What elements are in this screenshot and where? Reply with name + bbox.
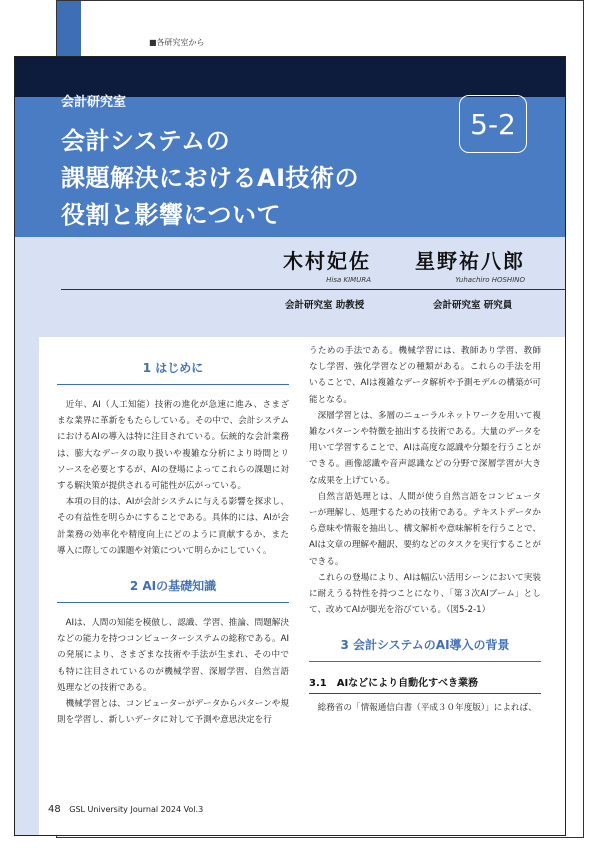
section-heading: 2 AIの基礎知識 — [57, 571, 289, 603]
paragraph: うための手法である。機械学習には、教師あり学習、教師なし学習、強化学習などの種類がある。これらの手法を用いることで、AIは複雑なデータ解析や予測モデルの構築が可能となる。 — [309, 346, 541, 405]
paragraph: 深層学習とは、多層のニューラルネットワークを用いて複雑なパターンや特徴を抽出する技術である。大量のデータを用いて学習することで、AIは高度な認識や分類を行うことができる。画像認識や音声認識などの分野で深層学習が大きな成果を上げている。 — [309, 410, 541, 486]
title-line: 会計システムの — [61, 127, 231, 155]
right-column — [309, 337, 541, 717]
section-heading: 3 会計システムのAI導入の背景 — [309, 630, 541, 662]
title-line: 役割と影響について — [61, 201, 282, 229]
author-2 — [415, 245, 525, 284]
journal-name: GSL University Journal 2024 Vol.3 — [69, 805, 204, 814]
section-label: 会計研究室 — [61, 95, 127, 110]
author-affiliation: 会計研究室 研究員 — [433, 300, 513, 311]
paragraph: AIは、人間の知能を模倣し、認識、学習、推論、問題解決などの能力を持つコンピューターシステムの総称である。AIの発展により、さまざまな技術や手法が生まれ、その中でも特に注目されているのが機械学習、深層学習、自然言語処理などの技術である。 — [57, 618, 289, 693]
paragraph: 自然言語処理とは、人間が使う自然言語をコンピューターが理解し、処理するための技術である。テキストデータから意味や情報を抽出し、構文解析や意味解析を行うことで、AIは文章の理解や翻訳、要約などのタスクを実行することができる。 — [309, 491, 541, 567]
author-divider — [61, 289, 566, 290]
chapter-badge: 5-2 — [459, 95, 527, 153]
author-name: 星野祐八郎 — [415, 249, 525, 273]
back-page-label: ■各研究室から — [149, 38, 205, 47]
back-page-accent-strip — [57, 1, 81, 57]
author-roman-name: Hisa KIMURA — [326, 276, 371, 284]
page-number: 48 — [48, 804, 61, 815]
page-footer — [48, 804, 203, 815]
page-title — [61, 123, 359, 234]
front-page — [14, 56, 566, 836]
paragraph: 機械学習とは、コンピューターがデータからパターンや規則を学習し、新しいデータに対して予測や意思決定を行 — [57, 699, 289, 726]
paragraph: 近年、AI（人工知能）技術の進化が急速に進み、さまざまな業界に革新をもたらしている。その中で、会計システムにおけるAIの導入は特に注目されている。伝統的な会計業務は、膨大なデータの取り扱いや複雑な分析により時間とリソースを必要とするが、AIの登場によってこれらの課題に対する解決策が提供される可能性が広がっている。 — [57, 400, 289, 492]
author-1 — [283, 245, 371, 284]
article-body — [39, 337, 566, 836]
left-column — [57, 337, 289, 728]
author-roman-name: Yuhachiro HOSHINO — [455, 276, 525, 284]
paragraph: 本項の目的は、AIが会計システムに与える影響を探求し、その有益性を明らかにすることである。具体的には、AIが会計業務の効率化や精度向上にどのように貢献するか、また導入に際しての課題や対策について明らかにしていく。 — [57, 497, 289, 556]
paragraph: 総務省の「情報通信白書（平成３０年度版）」によれば、 — [317, 703, 537, 714]
paragraph: これらの登場により、AIは幅広い活用シーンにおいて実装に耐えうる特性を持つことになり、「第３次AIブーム」として、改めてAIが脚光を浴びている。（図5-2-1） — [309, 572, 541, 616]
author-name: 木村妃佐 — [283, 249, 371, 273]
section-heading: 1 はじめに — [57, 353, 289, 385]
subsection-heading: 3.1 AIなどにより自動化すべき業務 — [309, 674, 541, 694]
title-line: 課題解決におけるAI技術の — [61, 164, 360, 192]
author-affiliation: 会計研究室 助教授 — [285, 300, 365, 311]
